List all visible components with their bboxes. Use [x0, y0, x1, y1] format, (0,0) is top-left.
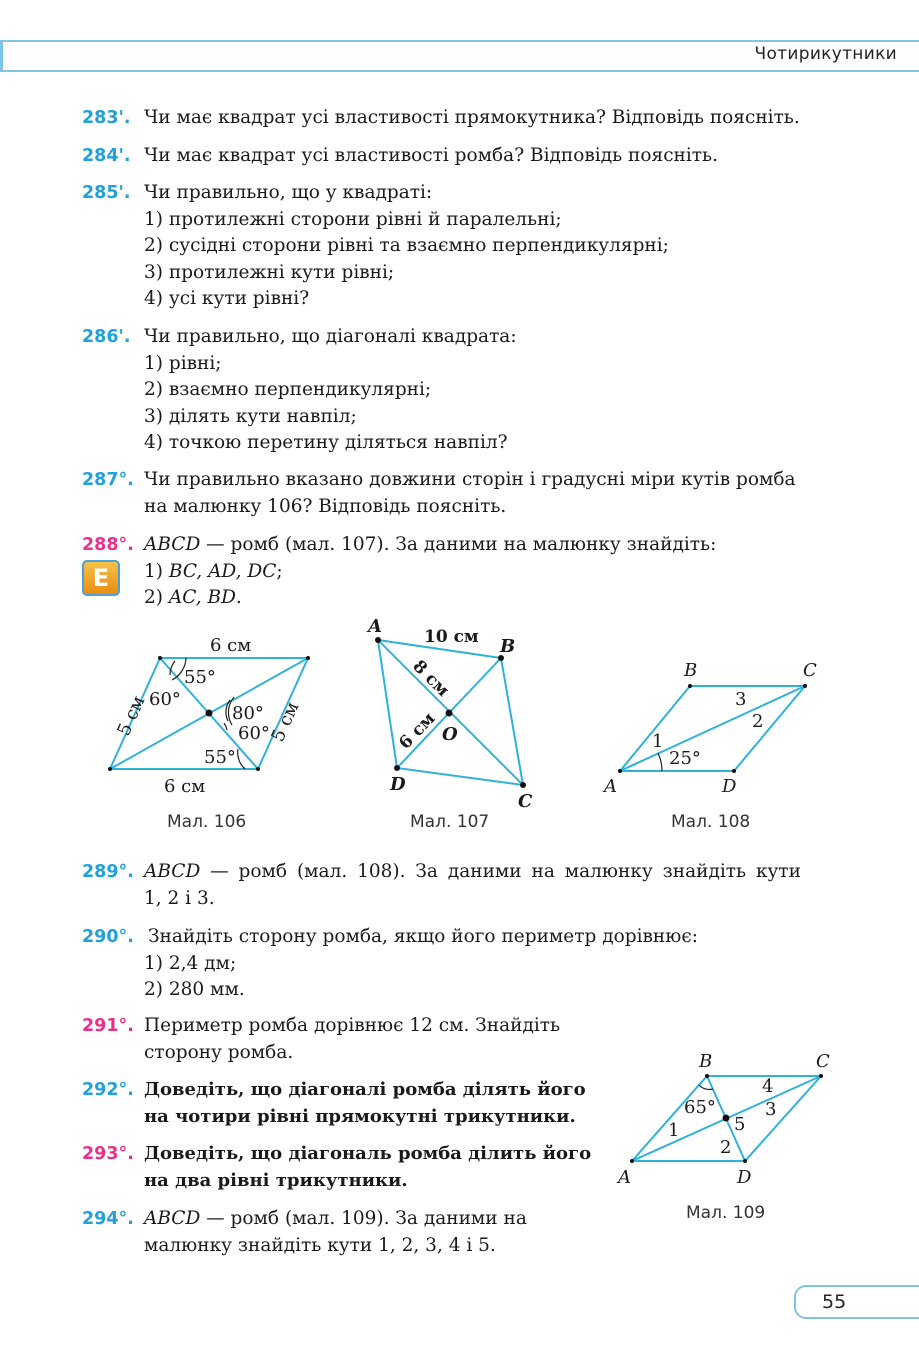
- task-number: 294°.: [82, 1209, 134, 1229]
- task-text: на чотири рівні прямокутні трикутники.: [144, 1105, 576, 1127]
- e-badge-icon: E: [82, 560, 120, 596]
- angle-label: 80°: [232, 703, 264, 724]
- vertex-b: B: [684, 660, 698, 681]
- task-text: Чи має квадрат усі властивості ромба? Відповідь поясніть.: [144, 145, 718, 166]
- task-text: 1, 2 і 3.: [144, 887, 215, 909]
- center-o: O: [442, 724, 458, 745]
- label-bottom: 6 см: [164, 776, 206, 797]
- vertex-c: C: [816, 1051, 830, 1072]
- task-number: 283'.: [82, 108, 131, 128]
- page-number: 55: [822, 1291, 847, 1313]
- task-number: 284'.: [82, 146, 131, 166]
- angle-25: 25°: [669, 748, 701, 769]
- task-item: 1) BC, AD, DC;: [144, 560, 283, 582]
- task-item: 2) 280 мм.: [144, 979, 245, 1000]
- task-number: 288°.: [82, 535, 134, 555]
- task-text: Чи правильно, що у квадраті:: [144, 182, 433, 203]
- task-291: [82, 1013, 587, 1066]
- figure-108: [600, 655, 830, 800]
- task-288: [82, 532, 852, 612]
- task-text: Чи має квадрат усі властивості прямокутника? Відповідь поясніть.: [144, 107, 800, 128]
- task-286: [82, 324, 852, 457]
- task-number: 293°.: [82, 1144, 134, 1164]
- task-284: [82, 143, 852, 170]
- task-283: [82, 105, 852, 132]
- chapter-title: Чотирикутники: [754, 44, 897, 64]
- task-285: [82, 180, 852, 313]
- caption-106: Мал. 106: [167, 812, 247, 832]
- vertex-a: A: [604, 776, 617, 797]
- task-text: Чи правильно вказано довжини сторін і градусні міри кутів ромба: [144, 469, 796, 490]
- task-number: 286'.: [82, 327, 131, 347]
- vertex-a: A: [618, 1167, 631, 1188]
- task-text: Знайдіть сторону ромба, якщо його периметр дорівнює:: [148, 926, 698, 947]
- angle-label: 60°: [149, 689, 181, 710]
- task-290: [82, 924, 852, 1004]
- task-text: сторону ромба.: [144, 1041, 294, 1063]
- vertex-c: C: [518, 791, 533, 812]
- label-top: 6 см: [210, 635, 252, 656]
- task-289: [82, 859, 852, 912]
- task-item: 2) AC, BD.: [144, 587, 242, 608]
- label-ab: 10 см: [424, 627, 479, 647]
- task-item: 4) усі кути рівні?: [144, 288, 310, 309]
- task-number: 290°.: [82, 927, 134, 947]
- angle-1: 1: [668, 1120, 680, 1141]
- angle-65: 65°: [684, 1097, 716, 1118]
- figure-109: [610, 1045, 850, 1195]
- angle-label: 60°: [238, 723, 270, 744]
- label-left: 5 см: [113, 692, 150, 740]
- task-text: Периметр ромба дорівнює 12 см. Знайдіть: [144, 1015, 561, 1036]
- task-287: [82, 467, 852, 520]
- vertex-a: A: [368, 616, 382, 637]
- vertex-b: B: [500, 636, 516, 657]
- task-item: 2) взаємно перпендикулярні;: [144, 379, 432, 400]
- vertex-d: D: [737, 1167, 752, 1188]
- task-text: Чи правильно, що діагоналі квадрата:: [144, 326, 517, 347]
- label-od: 6 см: [395, 708, 440, 754]
- label-ao: 8 см: [408, 656, 453, 701]
- diagonal: [620, 686, 805, 771]
- angle-4: 4: [762, 1076, 774, 1097]
- task-item: 1) рівні;: [144, 352, 222, 374]
- angle-1: 1: [652, 731, 664, 752]
- task-number: 289°.: [82, 862, 134, 882]
- caption-108: Мал. 108: [671, 812, 751, 832]
- figure-107: [360, 610, 550, 810]
- task-number: 292°.: [82, 1080, 134, 1100]
- task-number: 291°.: [82, 1016, 134, 1036]
- task-text: на малюнку 106? Відповідь поясніть.: [144, 495, 507, 517]
- angle-3: 3: [765, 1099, 777, 1120]
- page-number-tab: [794, 1285, 919, 1319]
- vertex-b: B: [699, 1051, 713, 1072]
- task-item: 4) точкою перетину діляться навпіл?: [144, 432, 508, 453]
- task-294: [82, 1206, 587, 1259]
- angle-label: 55°: [204, 747, 236, 768]
- angle-3: 3: [735, 689, 747, 710]
- vertex-d: D: [390, 774, 406, 795]
- angle-label: 55°: [184, 667, 216, 688]
- task-item: 3) протилежні кути рівні;: [144, 261, 395, 283]
- label-right: 5 см: [267, 698, 304, 746]
- task-text: малюнку знайдіть кути 1, 2, 3, 4 і 5.: [144, 1234, 496, 1256]
- vertex-d: D: [722, 776, 737, 797]
- task-item: 1) 2,4 дм;: [144, 952, 237, 974]
- angle-2: 2: [720, 1137, 732, 1158]
- task-item: 2) сусідні сторони рівні та взаємно перпендикулярні;: [144, 235, 669, 256]
- figure-106: [100, 625, 330, 800]
- caption-107: Мал. 107: [410, 812, 490, 832]
- task-292: [82, 1077, 587, 1130]
- task-item: 1) протилежні сторони рівні й паралельні;: [144, 208, 562, 230]
- task-text: ABCD — ромб (мал. 108). За даними на малюнку знайдіть кути: [144, 861, 801, 882]
- angle-5: 5: [734, 1114, 746, 1135]
- angle-2: 2: [752, 711, 764, 732]
- task-293: [82, 1141, 592, 1194]
- task-text: ABCD — ромб (мал. 107). За даними на малюнку знайдіть:: [144, 534, 717, 555]
- task-text: Доведіть, що діагоналі ромба ділять його: [144, 1079, 586, 1100]
- task-text: ABCD — ромб (мал. 109). За даними на: [144, 1208, 527, 1229]
- task-text: Доведіть, що діагональ ромба ділить його: [144, 1143, 592, 1164]
- task-item: 3) ділять кути навпіл;: [144, 405, 357, 427]
- task-number: 285'.: [82, 183, 131, 203]
- vertex-c: C: [803, 660, 817, 681]
- task-text: на два рівні трикутники.: [144, 1169, 408, 1191]
- task-number: 287°.: [82, 470, 134, 490]
- caption-109: Мал. 109: [686, 1203, 766, 1223]
